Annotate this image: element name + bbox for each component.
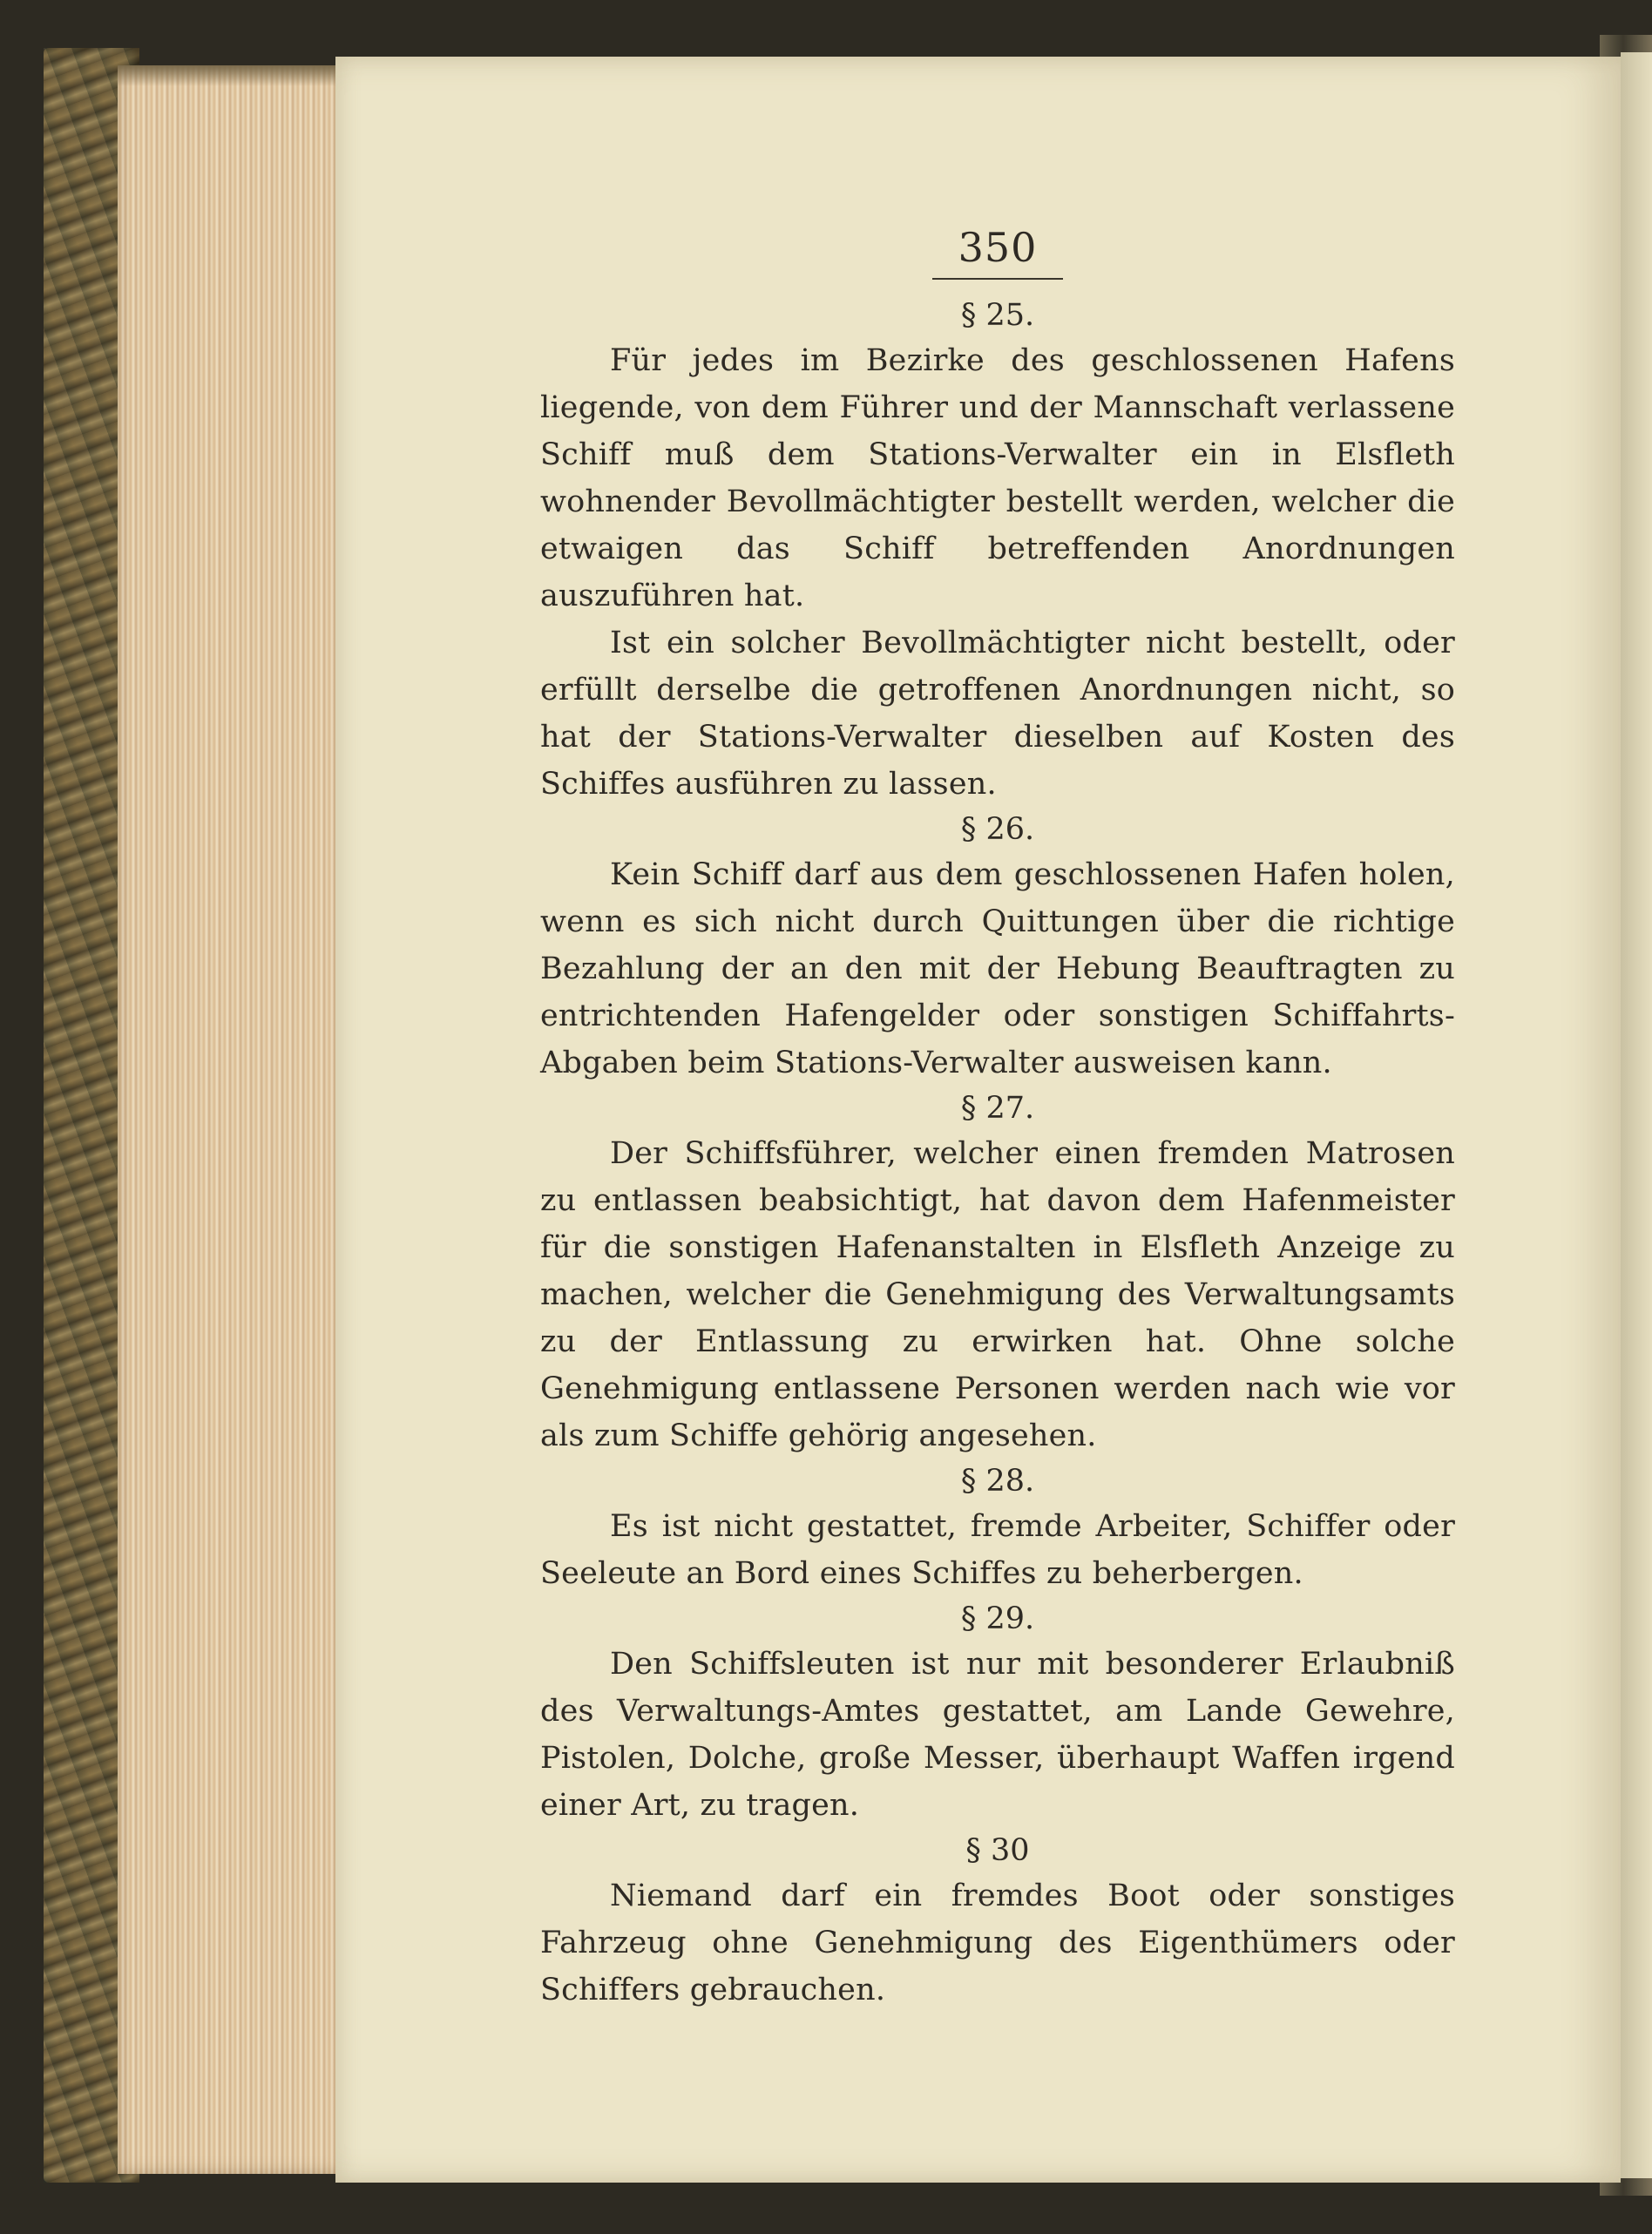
- section-paragraph: Niemand darf ein fremdes Boot oder sonstiges Fahrzeug ohne Genehmigung des Eigenthümers oder Schiffers gebrauchen.: [540, 1879, 1455, 2007]
- section-paragraph: Ist ein solcher Bevollmächtigter nicht bestellt, oder erfüllt derselbe die getroffenen Anordnungen nicht, so hat der Stations-Verwalter dieselben auf Kosten des Schiffes ausführen zu lassen.: [540, 626, 1455, 802]
- section-paragraph: Kein Schiff darf aus dem geschlossenen Hafen holen, wenn es sich nicht durch Quittungen über die richtige Bezahlung der an den mit der Hebung Beauftragten zu entrichtenden Hafengelder oder sonstigen Schiffahrts-Abgaben beim Stations-Verwalter ausweisen kann.: [540, 857, 1455, 1080]
- section-28: [540, 1459, 1455, 1597]
- section-heading: § 27.: [960, 1091, 1035, 1126]
- section-paragraph: Es ist nicht gestattet, fremde Arbeiter, Schiffer oder Seeleute an Bord eines Schiffes zu beherbergen.: [540, 1509, 1455, 1591]
- section-heading: § 29.: [960, 1601, 1035, 1636]
- section-30: [540, 1829, 1455, 2014]
- facing-page-edge: [1621, 52, 1652, 2178]
- section-heading: § 25.: [960, 298, 1035, 333]
- section-26: [540, 808, 1455, 1087]
- page-number: 350: [958, 224, 1038, 271]
- section-paragraph: Für jedes im Bezirke des geschlossenen Hafens liegende, von dem Führer und der Mannschaft verlassene Schiff muß dem Stations-Verwalter ein in Elsfleth wohnender Bevollmächtigter bestellt werden, welcher die etwaigen das Schiff betreffenden Anordnungen auszuführen hat.: [540, 343, 1455, 613]
- section-heading: § 30: [965, 1833, 1030, 1868]
- section-29: [540, 1597, 1455, 1829]
- section-paragraph: Den Schiffsleuten ist nur mit besonderer Erlaubniß des Verwaltungs-Amtes gestattet, am Lande Gewehre, Pistolen, Dolche, große Messer, überhaupt Waffen irgend einer Art, zu tragen.: [540, 1647, 1455, 1823]
- section-heading: § 28.: [960, 1464, 1035, 1499]
- section-paragraph: Der Schiffsführer, welcher einen fremden Matrosen zu entlassen beabsichtigt, hat davon dem Hafenmeister für die sonstigen Hafenanstalten in Elsfleth Anzeige zu machen, welcher die Genehmigung des Verwaltungsamts zu der Entlassung zu erwirken hat. Ohne solche Genehmigung entlassene Personen werden nach wie vor als zum Schiffe gehörig angesehen.: [540, 1136, 1455, 1453]
- section-heading: § 26.: [960, 812, 1035, 847]
- page-content: [540, 222, 1455, 2014]
- page-block-edges: [118, 65, 344, 2174]
- section-25: [540, 294, 1455, 808]
- page-number-rule: [932, 278, 1063, 280]
- section-27: [540, 1087, 1455, 1459]
